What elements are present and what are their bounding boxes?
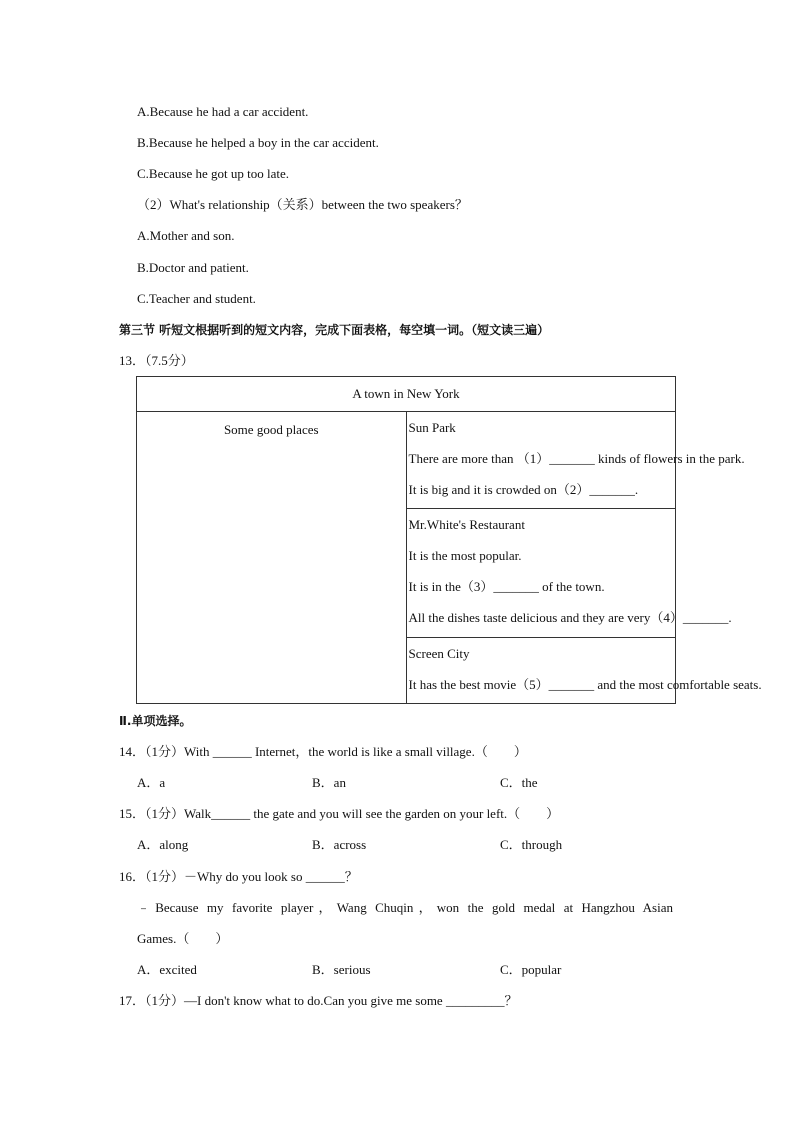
q15-option-c[interactable]: C．through [500, 837, 563, 852]
blank-line-4: All the dishes taste delicious and they are very（4）_______. [408, 610, 732, 625]
q16-line-3: Games.（ ） [137, 931, 229, 946]
q13-label: 13．（7.5分） [119, 353, 194, 368]
q12-2-option-c: C.Teacher and student. [137, 291, 256, 306]
section-2-heading: Ⅱ.单项选择。 [119, 714, 192, 728]
q12-option-b: B.Because he helped a boy in the car accident. [137, 135, 379, 150]
group-name: Screen City [408, 646, 470, 661]
group-name: Sun Park [408, 420, 456, 435]
q16-line-2: ﹣Because my favorite player，Wang Chuqin，won the gold medal at Hangzhou Asian [137, 900, 673, 915]
q16-stem: 16．（1分）－Why do you look so ______？ [119, 869, 358, 884]
q14-option-c[interactable]: C．the [500, 775, 538, 790]
blank-line-1: There are more than （1）_______ kinds of flowers in the park. [408, 451, 745, 466]
group-name: Mr.White's Restaurant [408, 517, 525, 532]
q16-option-c[interactable]: C．popular [500, 962, 562, 977]
q14-stem: 14．（1分）With ______ Internet，the world is like a small village.（ ） [119, 744, 527, 759]
q16-option-b[interactable]: B．serious [312, 962, 371, 977]
fill-in-table [136, 376, 762, 704]
q12-option-c: C.Because he got up too late. [137, 166, 289, 181]
q17-stem: 17．（1分）—I don't know what to do.Can you give me some _________？ [119, 993, 518, 1008]
q15-option-a[interactable]: A．along [137, 837, 189, 852]
table-title: A town in New York [137, 377, 676, 412]
q12-2-option-b: B.Doctor and patient. [137, 260, 249, 275]
table-line: It is the most popular. [408, 548, 522, 563]
q12-2-option-a: A.Mother and son. [137, 228, 235, 243]
q14-option-b[interactable]: B．an [312, 775, 346, 790]
table-group-restaurant [406, 509, 732, 638]
q14-option-a[interactable]: A．a [137, 775, 166, 790]
table-group-screen-city [406, 638, 762, 704]
section-3-heading: 第三节 听短文根据听到的短文内容，完成下面表格，每空填一词。（短文读三遍） [119, 323, 550, 337]
q12-option-a: A.Because he had a car accident. [137, 104, 309, 119]
blank-line-5: It has the best movie（5）_______ and the most comfortable seats. [408, 677, 762, 692]
q12-sub-question-2: （2）What's relationship（关系）between the two speakers？ [137, 197, 468, 212]
q15-stem: 15．（1分）Walk______ the gate and you will see the garden on your left.（ ） [119, 806, 560, 821]
blank-line-3: It is in the（3）_______ of the town. [408, 579, 605, 594]
table-group-sun-park [406, 412, 745, 509]
q15-option-b[interactable]: B．across [312, 837, 367, 852]
blank-line-2: It is big and it is crowded on（2）_______. [408, 482, 639, 497]
table-left-label: Some good places [223, 422, 319, 437]
q16-option-a[interactable]: A．excited [137, 962, 197, 977]
table-left-label-cell [137, 412, 407, 704]
